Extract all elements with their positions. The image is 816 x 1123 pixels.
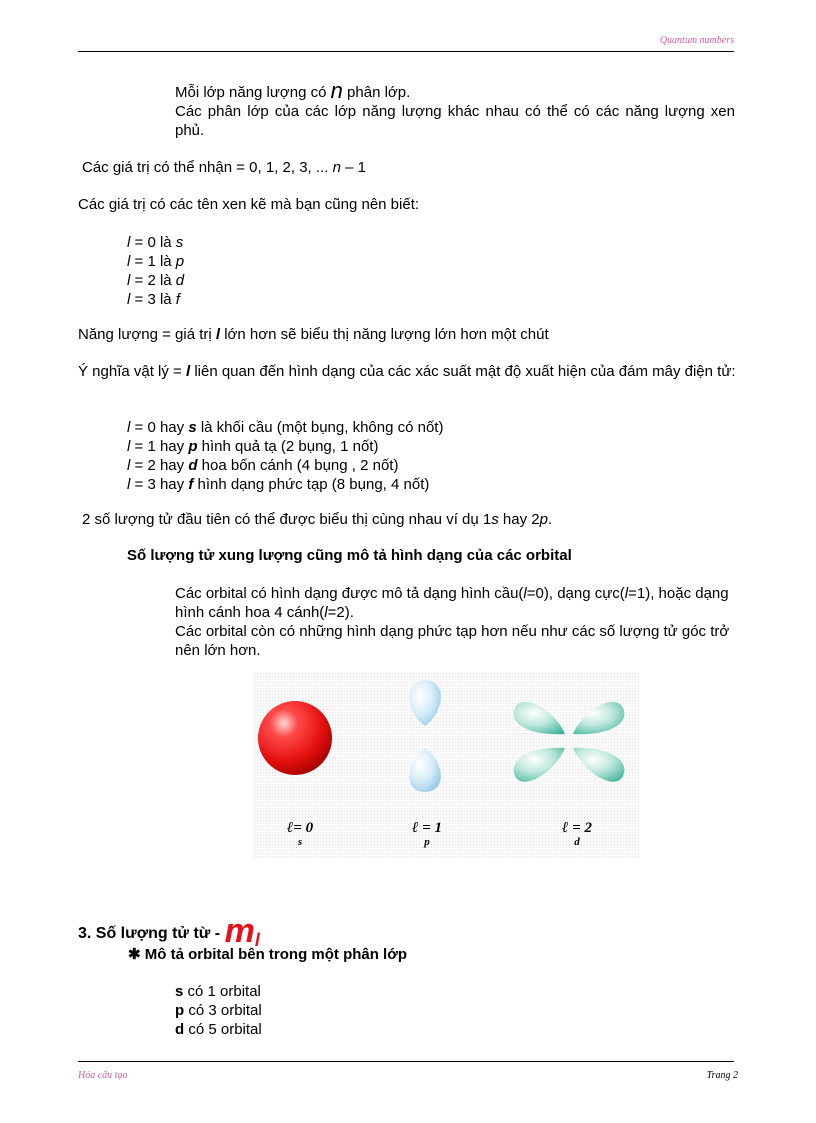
list-item: l = 3 hay f hình dạng phức tạp (8 bụng, 4 nốt): [127, 476, 430, 493]
intro-line-1: Mỗi lớp năng lượng có n phân lớp.: [175, 78, 411, 103]
d-orbital-lobe-top-left: [514, 702, 565, 734]
header-rule: [78, 51, 734, 52]
d-orbital-lobe-bottom-right: [573, 748, 624, 782]
names-list: [127, 233, 184, 309]
list-item: l = 2 là d: [127, 272, 185, 289]
list-item: l = 0 hay s là khối cầu (một bụng, không có nốt): [127, 419, 444, 436]
physical-paragraph: Ý nghĩa vật lý = l liên quan đến hình dạng của các xác suất mật độ xuất hiện của đám mây điện tử:: [78, 363, 736, 380]
para-1: Các orbital có hình dạng được mô tả dạng hình cầu(l=0), dạng cực(l=1), hoặc dạng hình cánh hoa 4 cánh(l=2).: [175, 585, 729, 621]
combined-line: 2 số lượng tử đầu tiên có thể được biểu thị cùng nhau ví dụ 1s hay 2p.: [82, 511, 553, 528]
ml-symbol: $m_l$: [224, 912, 260, 950]
caption-s: ℓ= 0 s: [286, 820, 314, 848]
list-item: l = 3 là f: [127, 291, 180, 308]
values-line: Các giá trị có thể nhận = 0, 1, 2, 3, ... n – 1: [82, 159, 366, 176]
orbital-figure: [253, 672, 639, 858]
shapes-list: [127, 418, 443, 494]
list-item: s có 1 orbital: [175, 983, 261, 1000]
p-orbital-lower-lobe: [409, 748, 441, 792]
s-orbital-sphere: [258, 701, 332, 775]
list-item: l = 0 là s: [127, 234, 184, 251]
list-item: l = 1 là p: [127, 253, 185, 270]
header-title: Quantum numbers: [659, 35, 734, 46]
list-item: l = 1 hay p hình quả tạ (2 bụng, 1 nốt): [127, 438, 379, 455]
energy-line: Năng lượng = giá trị l lớn hơn sẽ biểu thị năng lượng lớn hơn một chút: [78, 326, 549, 343]
subhead: ✱ Mô tả orbital bên trong một phân lớp: [128, 946, 408, 963]
d-orbital-lobe-top-right: [573, 702, 624, 734]
d-orbital-lobe-bottom-left: [514, 748, 565, 782]
footer-page-number: Trang 2: [706, 1070, 738, 1081]
list-item: l = 2 hay d hoa bốn cánh (4 bụng , 2 nốt): [127, 457, 399, 474]
para-2: Các orbital còn có những hình dạng phức tạp hơn nếu như các số lượng tử góc trở nên lớn hơn.: [175, 623, 730, 659]
p-orbital-upper-lobe: [409, 680, 441, 726]
caption-p: ℓ = 1 p: [412, 820, 442, 848]
names-intro: Các giá trị có các tên xen kẽ mà bạn cũng nên biết:: [78, 196, 420, 213]
intro-paragraph: [175, 78, 735, 140]
section-heading: Số lượng tử xung lượng cũng mô tả hình dạng của các orbital: [127, 547, 572, 564]
intro-line-2: Các phân lớp của các lớp năng lượng khác nhau có thể có các năng lượng xen phủ.: [175, 103, 735, 139]
list-item: d có 5 orbital: [175, 1021, 262, 1038]
star-icon: ✱: [128, 946, 141, 963]
orbital-paragraph: [175, 584, 735, 660]
footer-rule: [78, 1061, 734, 1062]
orbital-count-list: [175, 982, 262, 1039]
footer-left: Hóa cấu tạo: [78, 1070, 128, 1081]
list-item: p có 3 orbital: [175, 1002, 262, 1019]
caption-d: ℓ = 2 d: [562, 820, 592, 848]
section-3-title: 3. Số lượng tử từ - $m_l$: [78, 912, 260, 950]
